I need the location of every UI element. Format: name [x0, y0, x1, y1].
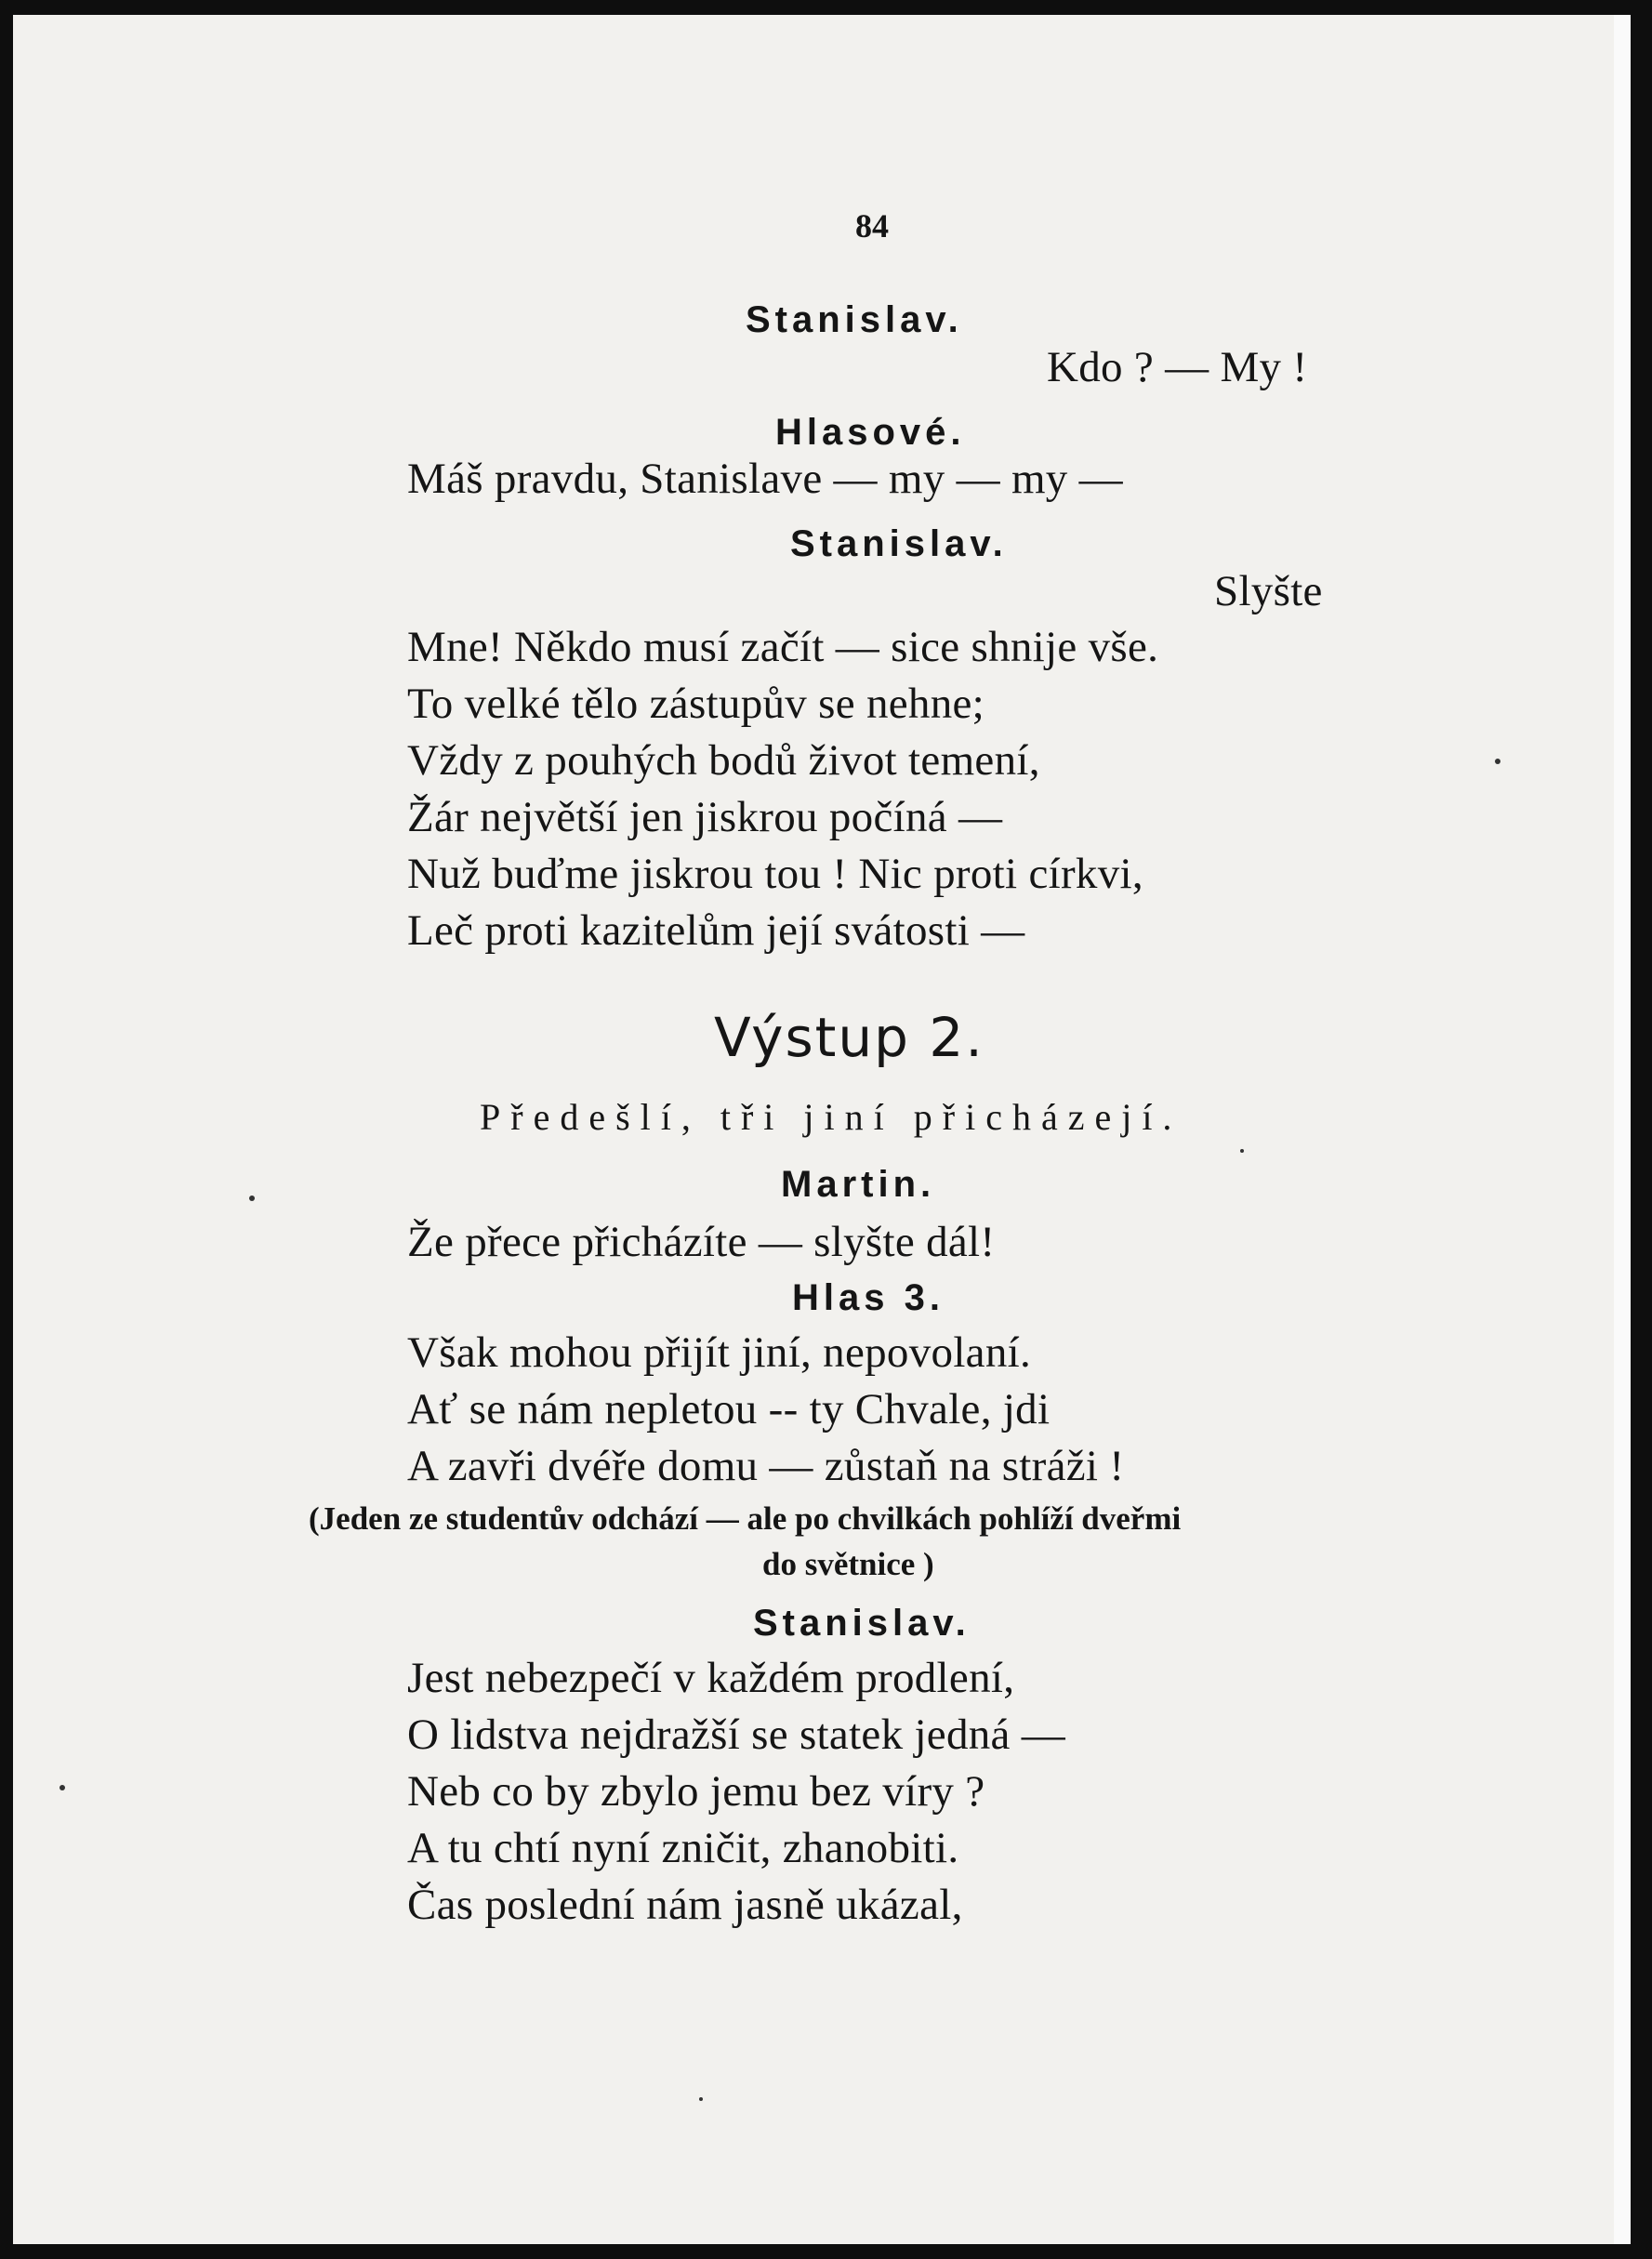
- verse-line: O lidstva nejdražší se statek jedná —: [407, 1711, 1066, 1759]
- page-number: 84: [855, 207, 889, 244]
- scene-direction: Předešlí, tři jiní přicházejí.: [480, 1096, 1183, 1138]
- speaker-name: Hlas 3.: [792, 1277, 945, 1318]
- ink-speck: [699, 2097, 703, 2101]
- ink-speck: [59, 1785, 65, 1790]
- speaker-name: Stanislav.: [753, 1603, 971, 1644]
- verse-line: Jest nebezpečí v každém prodlení,: [407, 1654, 1015, 1702]
- verse-line: Slyšte: [1214, 567, 1323, 615]
- verse-line: Leč proti kazitelům její svátosti —: [407, 906, 1025, 955]
- speaker-name: Martin.: [781, 1164, 936, 1205]
- stage-direction: (Jeden ze studentův odchází — ale po chvilkách pohlíží dveřmi: [309, 1500, 1182, 1537]
- speaker-name: Hlasové.: [775, 412, 966, 453]
- stage-direction: do světnice ): [762, 1546, 934, 1582]
- verse-line: Máš pravdu, Stanislave — my — my —: [407, 455, 1123, 503]
- verse-line: Neb co by zbylo jemu bez víry ?: [407, 1767, 985, 1816]
- verse-line: Čas poslední nám jasně ukázal,: [407, 1881, 963, 1929]
- speaker-name: Stanislav.: [746, 299, 963, 340]
- ink-speck: [1495, 759, 1500, 764]
- verse-line: Žár největší jen jiskrou počíná —: [407, 793, 1003, 841]
- ink-speck: [1240, 1149, 1244, 1153]
- scene-title: Výstup 2.: [714, 1006, 985, 1069]
- verse-line: A tu chtí nyní zničit, zhanobiti.: [407, 1824, 959, 1872]
- verse-line: A zavři dvéře domu — zůstaň na stráži !: [407, 1442, 1125, 1490]
- verse-line: Vždy z pouhých bodů život temení,: [407, 736, 1040, 785]
- verse-line: To velké tělo zástupův se nehne;: [407, 680, 985, 728]
- verse-line: Že přece přicházíte — slyšte dál!: [407, 1218, 996, 1266]
- paper-sheet: [13, 15, 1631, 2244]
- verse-line: Nuž buďme jiskrou tou ! Nic proti církvi,: [407, 850, 1143, 898]
- speaker-name: Stanislav.: [790, 523, 1008, 564]
- ink-speck: [249, 1196, 255, 1201]
- verse-line: Mne! Někdo musí začít — sice shnije vše.: [407, 623, 1159, 671]
- verse-line: Kdo ? — My !: [1047, 343, 1308, 391]
- verse-line: Však mohou přijít jiní, nepovolaní.: [407, 1328, 1032, 1377]
- verse-line: Ať se nám nepletou -- ty Chvale, jdi: [407, 1385, 1051, 1433]
